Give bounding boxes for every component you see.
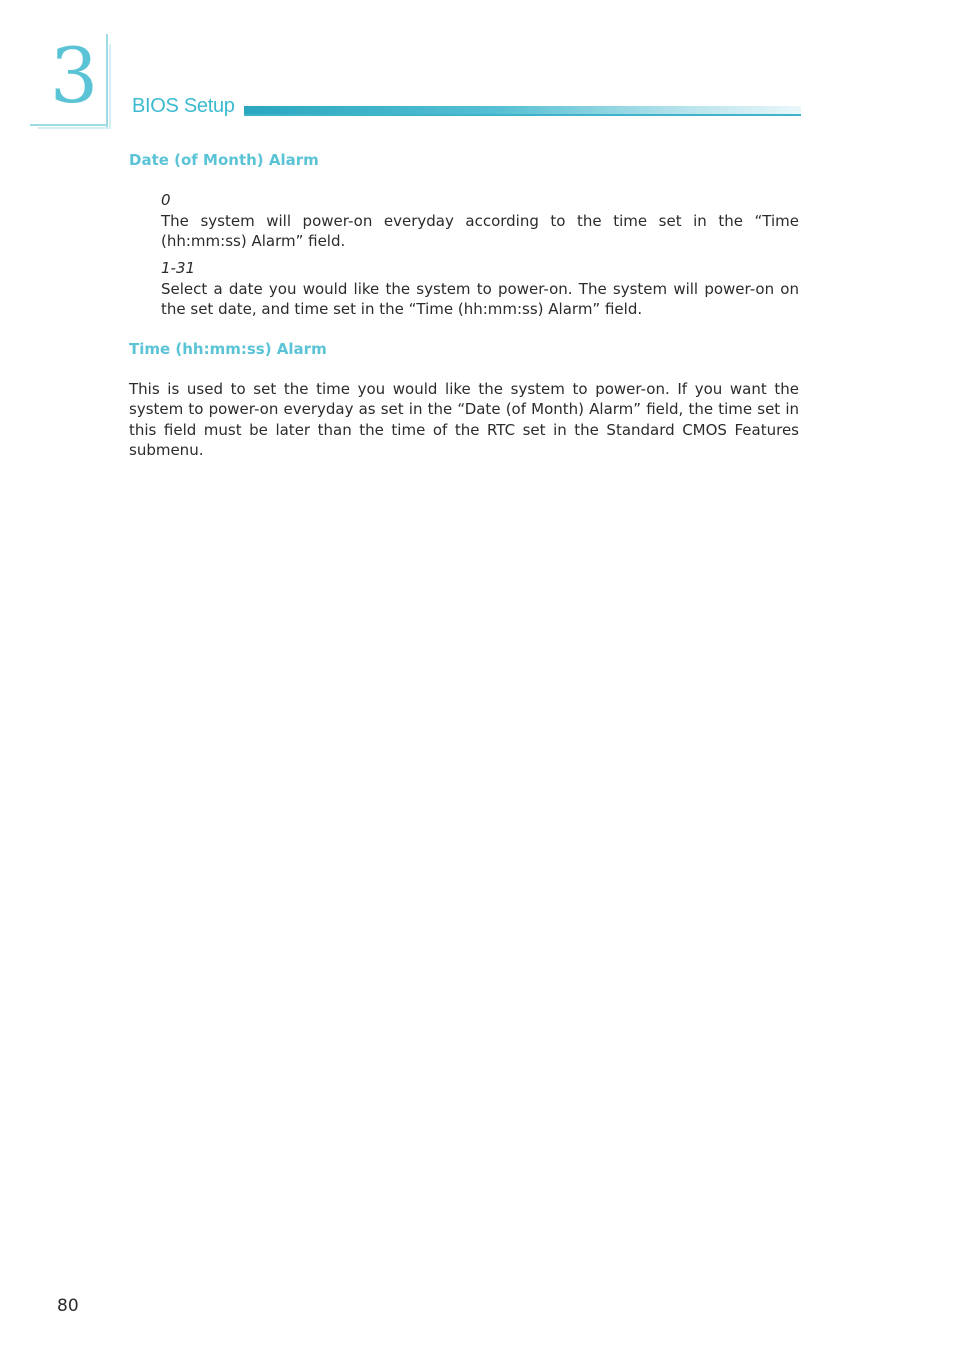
option-label-0: 0	[161, 191, 171, 209]
section-title: BIOS Setup	[132, 95, 235, 117]
option-description-0: The system will power-on everyday according to the time set in the “Time (hh:mm:ss) Alarm” field.	[161, 212, 799, 251]
chapter-horizontal-rule	[30, 124, 108, 126]
option-description-1-31: Select a date you would like the system to power-on. The system will power-on on the set date, and time set in the “Time (hh:mm:ss) Alarm” field.	[161, 280, 799, 319]
time-alarm-paragraph: This is used to set the time you would like the system to power-on. If you want the system to power-on everyday as set in the “Date (of Month) Alarm” field, the time set in this field must be later than the time of the RTC set in the Standard CMOS Features submenu.	[129, 380, 799, 460]
heading-time-alarm: Time (hh:mm:ss) Alarm	[129, 340, 327, 358]
page-number: 80	[57, 1296, 79, 1316]
chapter-vertical-rule	[106, 34, 108, 128]
chapter-horizontal-shadow	[38, 127, 111, 129]
chapter-number: 3	[49, 31, 99, 120]
header-bar-underline	[244, 114, 801, 116]
chapter-vertical-shadow	[109, 44, 111, 128]
option-label-1-31: 1-31	[161, 259, 196, 277]
heading-date-of-month-alarm: Date (of Month) Alarm	[129, 151, 319, 169]
